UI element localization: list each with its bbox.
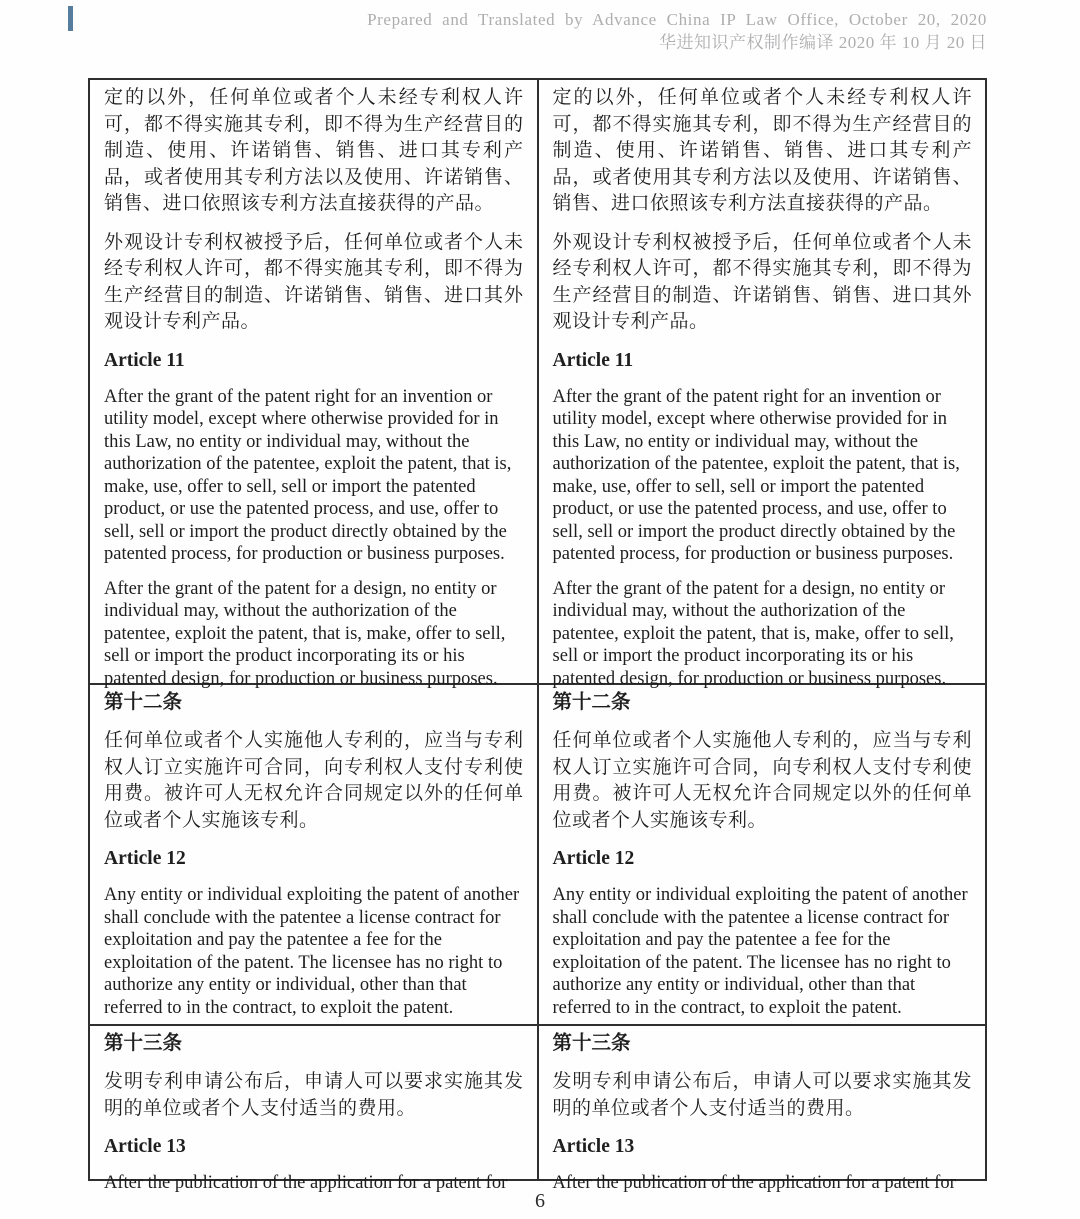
article-heading: Article 11 <box>104 349 185 371</box>
cell-content <box>539 80 986 689</box>
paragraph-en: After the publication of the application for a patent for <box>552 1173 956 1193</box>
table-cell-right <box>538 79 987 689</box>
table-cell-right <box>538 1025 987 1193</box>
paragraph-en: After the grant of the patent right for an invention or utility model, except where otherwise provided for in this Law, no entity or individual may, without the authorization of the patentee, exploit the patent, that is, make, use, offer to sell, sell or import the patented product, or use the patented process, and use, offer to sell, sell or import the product directly obtained by the patented process, for production or business purposes. <box>552 386 960 564</box>
cell-content <box>90 1026 537 1193</box>
page-number: 6 <box>535 1190 545 1212</box>
paragraph-en: After the grant of the patent for a design, no entity or individual may, without the authorization of the patentee, exploit the patent, that is, make, offer to sell, sell or import the product incorporating its or his patented design, for production or business purposes. <box>552 578 954 689</box>
table-row <box>89 79 986 684</box>
article-heading: 第十二条 <box>552 692 631 713</box>
table-cell-left <box>89 1025 538 1193</box>
article-heading: Article 12 <box>104 848 186 869</box>
paragraph-en: After the grant of the patent right for an invention or utility model, except where otherwise provided for in this Law, no entity or individual may, without the authorization of the patentee, exploit the patent, that is, make, use, offer to sell, sell or import the patented product, or use the patented process, and use, offer to sell, sell or import the product directly obtained by the patented process, for production or business purposes. <box>104 386 512 564</box>
article-heading: Article 11 <box>552 349 634 371</box>
header-line-english: Prepared and Translated by Advance China IP Law Office, October 20, 2020 <box>367 10 987 29</box>
article-heading: Article 13 <box>552 1136 635 1157</box>
table-row <box>89 1025 986 1180</box>
paragraph-cn: 外观设计专利权被授予后，任何单位或者个人未经专利权人许可，都不得实施其专利，即不得为生产经营目的制造、许诺销售、销售、进口其外观设计专利产品。 <box>552 231 972 332</box>
paragraph-cn: 发明专利申请公布后，申请人可以要求实施其发明的单位或者个人支付适当的费用。 <box>104 1071 524 1119</box>
header-line-chinese: 华进知识产权制作编译 2020 年 10 月 20 日 <box>659 33 987 52</box>
paragraph-en: After the grant of the patent for a design, no entity or individual may, without the authorization of the patentee, exploit the patent, that is, make, offer to sell, sell or import the product incorporating its or his patented design, for production or business purposes. <box>104 578 506 689</box>
paragraph-cn: 外观设计专利权被授予后，任何单位或者个人未经专利权人许可，都不得实施其专利，即不得为生产经营目的制造、许诺销售、销售、进口其外观设计专利产品。 <box>104 231 524 332</box>
page-footer <box>0 1190 1080 1213</box>
paragraph-cn: 定的以外，任何单位或者个人未经专利权人许可，都不得实施其专利，即不得为生产经营目的制造、使用、许诺销售、销售、进口其专利产品，或者使用其专利方法以及使用、许诺销售、销售、进口依照该专利方法直接获得的产品。 <box>104 87 524 214</box>
paragraph-cn: 发明专利申请公布后，申请人可以要求实施其发明的单位或者个人支付适当的费用。 <box>552 1071 972 1119</box>
article-heading: 第十三条 <box>104 1033 183 1054</box>
cell-content <box>539 685 986 1024</box>
table-row <box>89 684 986 1025</box>
table-cell-left <box>89 79 538 689</box>
cell-content <box>90 685 537 1024</box>
cell-content <box>90 80 537 689</box>
table-cell-left <box>89 684 538 1025</box>
page-header <box>88 8 987 54</box>
accent-bar <box>68 6 73 31</box>
table-cell-right <box>538 684 987 1025</box>
comparison-table <box>88 78 987 1193</box>
article-heading: Article 13 <box>104 1136 186 1157</box>
article-heading: 第十二条 <box>104 692 183 713</box>
article-heading: 第十三条 <box>552 1033 631 1054</box>
paragraph-en: After the publication of the application for a patent for <box>104 1173 508 1193</box>
article-heading: Article 12 <box>552 848 635 869</box>
paragraph-cn: 定的以外，任何单位或者个人未经专利权人许可，都不得实施其专利，即不得为生产经营目的制造、使用、许诺销售、销售、进口其专利产品，或者使用其专利方法以及使用、许诺销售、销售、进口依照该专利方法直接获得的产品。 <box>552 87 972 214</box>
paragraph-cn: 任何单位或者个人实施他人专利的，应当与专利权人订立实施许可合同，向专利权人支付专利使用费。被许可人无权允许合同规定以外的任何单位或者个人实施该专利。 <box>552 730 972 831</box>
paragraph-en: Any entity or individual exploiting the patent of another shall conclude with the patentee a license contract for exploitation and pay the patentee a fee for the exploitation of the patent. The licensee has no right to authorize any entity or individual, other than that referred to in the contract, to exploit the patent. <box>552 885 968 1018</box>
cell-content <box>539 1026 986 1193</box>
paragraph-en: Any entity or individual exploiting the patent of another shall conclude with the patentee a license contract for exploitation and pay the patentee a fee for the exploitation of the patent. The licensee has no right to authorize any entity or individual, other than that referred to in the contract, to exploit the patent. <box>104 885 520 1018</box>
paragraph-cn: 任何单位或者个人实施他人专利的，应当与专利权人订立实施许可合同，向专利权人支付专利使用费。被许可人无权允许合同规定以外的任何单位或者个人实施该专利。 <box>104 730 524 831</box>
